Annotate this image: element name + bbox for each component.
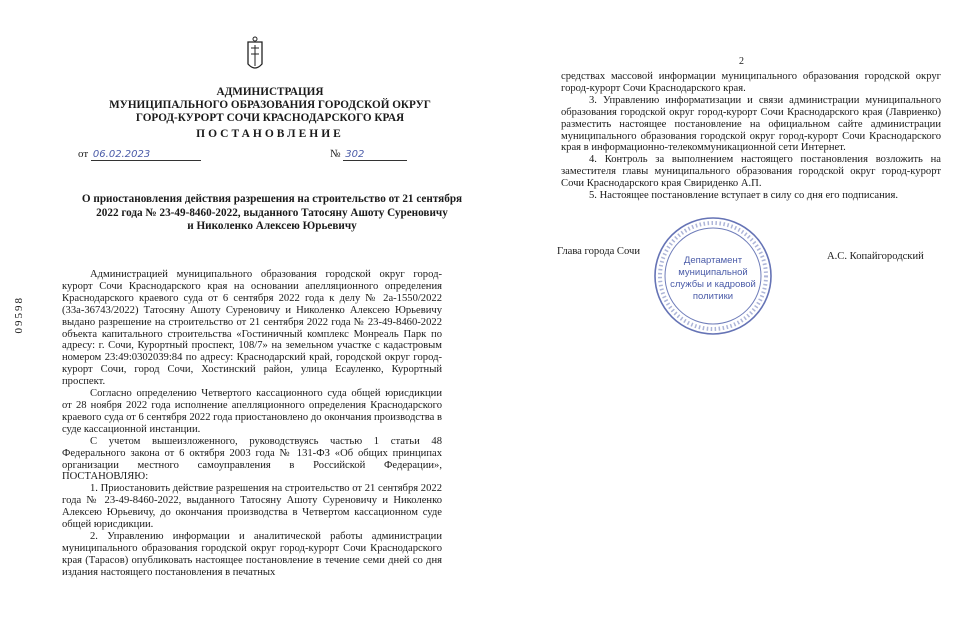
paragraph-5: 2. Управлению информации и аналитической работы администрации муниципального образования городской округ город-курорт Сочи Краснодарского края (Тарасов) опубликовать настоящее постановление в течение семи дней со дня издания настоящего постановления в печатных: [62, 530, 442, 578]
paragraph-item-5: 5. Настоящее постановление вступает в силу со дня его подписания.: [589, 190, 898, 202]
body-text-right: [561, 71, 941, 202]
signature-name: А.С. Копайгородский: [827, 251, 924, 262]
coat-of-arms-icon: [244, 36, 266, 76]
paragraph-3: С учетом вышеизложенного, руководствуясь частью 1 статьи 48 Федерального закона от 6 октября 2003 года № 131-ФЗ «Об общих принципах организации местного самоуправления в Российской Федерации», ПОСТАНОВЛЯЮ:: [62, 435, 442, 483]
subject-line-3: и Николенко Алексею Юрьевичу: [187, 220, 357, 232]
header-line-2: МУНИЦИПАЛЬНОГО ОБРАЗОВАНИЯ ГОРОДСКОЙ ОКРУГ: [109, 99, 431, 111]
paragraph-4: 1. Приостановить действие разрешения на строительство от 21 сентября 2022 года № 23-49-8460-2022, выданного Татосяну Ашоту Суреновичу и Николенко Алексею Юрьевичу, до окончания производства в Четвертом кассационном суде общей юрисдикции.: [62, 483, 442, 531]
number-field: [330, 148, 407, 161]
side-registration-number: 09598: [13, 296, 25, 334]
page-2: [477, 0, 954, 631]
doc-type-title: ПОСТАНОВЛЕНИЕ: [196, 128, 344, 140]
seal-line-3: службы и кадровой: [670, 279, 756, 290]
paragraph-continued: средствах массовой информации муниципального образования городской округ город-курорт Сочи Краснодарского края.: [561, 71, 941, 94]
page-number: 2: [739, 56, 744, 67]
subject-line-1: О приостановления действия разрешения на строительство от 21 сентября: [81, 193, 463, 205]
signature-title: Глава города Сочи: [557, 246, 641, 257]
subject: [62, 193, 482, 234]
body-text-left: [62, 269, 442, 579]
seal-line-2: муниципальной: [678, 267, 748, 278]
number-value: 302: [343, 149, 407, 161]
number-prefix: №: [330, 148, 341, 160]
date-value: 06.02.2023: [91, 149, 201, 161]
date-field: [78, 148, 201, 161]
subject-line-2: 2022 года № 23-49-8460-2022, выданного Татосяну Ашоту Суреновичу: [96, 206, 448, 219]
seal-line-1: Департамент: [683, 255, 743, 266]
header-line-3: ГОРОД-КУРОРТ СОЧИ КРАСНОДАРСКОГО КРАЯ: [135, 112, 405, 124]
department-seal-icon: [652, 215, 774, 337]
header-line-1: АДМИНИСТРАЦИЯ: [216, 86, 324, 98]
seal-line-4: политики: [692, 291, 734, 302]
paragraph-item-3: 3. Управлению информатизации и связи администрации муниципального образования городской округ город-курорт Сочи Краснодарского края (Лавриенко) разместить настоящее постановление на официальном сайте администрации муниципального образования городской округ город-курорт Сочи Краснодарского края в информационно-телекоммуникационной сети Интернет.: [561, 94, 941, 154]
date-prefix: от: [78, 148, 89, 160]
paragraph-item-4: 4. Контроль за выполнением настоящего постановления возложить на заместителя главы муниципального образования городской округ город-курорт Сочи Краснодарского края Свириденко А.П.: [561, 154, 941, 190]
paragraph-2: Согласно определению Четвертого кассационного суда общей юрисдикции от 28 ноября 2022 года исполнение апелляционного определения Краснодарского краевого суда от 6 сентября 2022 года приостановлено до окончания производства в суде кассационной инстанции.: [62, 388, 442, 435]
paragraph-1: Администрацией муниципального образования городской округ город-курорт Сочи Краснодарского края на основании апелляционного определения Краснодарского краевого суда от 6 сентября 2022 года к делу № 2а-1550/2022 (33а-36743/2022) Татосяну Ашоту Суреновичу и Николенко Алексею Юрьевичу выдано разрешение на строительство от 21 сентября 2022 года № 23-49-8460-2022 объекта капитального строительства «Гостиничный комплекс Монреаль Парк по адресу: г. Сочи, Курортный проспект, 108/7» на земельном участке с кадастровым номером 23:49:0302039:84 по адресу: Краснодарский край, городской округ город-курорт Сочи, город Сочи, Хостинский район, улица Есауленко, Курортный проспект.: [62, 269, 442, 388]
